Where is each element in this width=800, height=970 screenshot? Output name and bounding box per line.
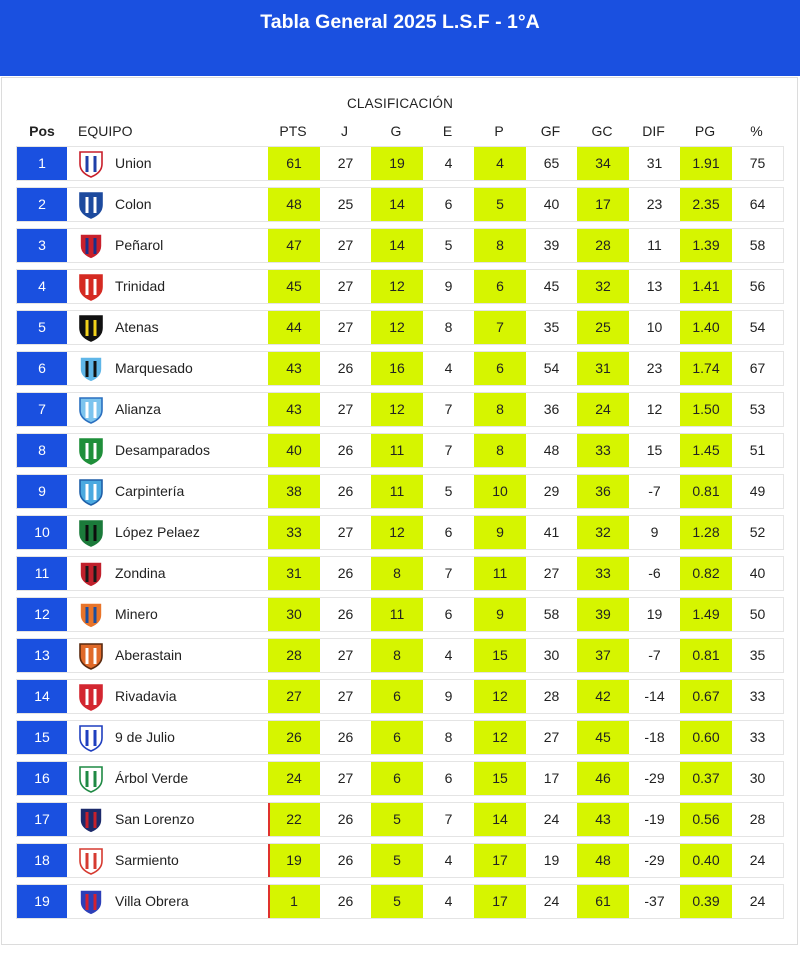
- cell-pg: 0.60: [680, 721, 732, 754]
- cell-pg: 1.39: [680, 229, 732, 262]
- cell-gc: 32: [577, 270, 629, 303]
- position-cell: 19: [17, 885, 67, 918]
- cell-gc: 31: [577, 352, 629, 385]
- cell-pts: 30: [268, 598, 320, 631]
- team-name[interactable]: 9 de Julio: [115, 729, 175, 745]
- cell-gf: 58: [543, 606, 560, 622]
- cell-e: 4: [444, 360, 453, 376]
- cell-gf: 27: [543, 565, 560, 581]
- cell-g: 11: [371, 434, 423, 467]
- position-cell: 10: [17, 516, 67, 549]
- cell-g: 19: [371, 147, 423, 180]
- cell-dif: -7: [648, 483, 661, 499]
- cell-e: 5: [444, 483, 453, 499]
- cell-j: 27: [337, 278, 354, 294]
- cell-e: 9: [444, 278, 453, 294]
- cell-e: 5: [444, 237, 453, 253]
- cell-pct: 56: [749, 278, 766, 294]
- table-row[interactable]: [16, 515, 784, 550]
- cell-pg: 1.45: [680, 434, 732, 467]
- cell-dif: -6: [648, 565, 661, 581]
- team-crest-icon: [78, 680, 106, 713]
- cell-pg: 1.40: [680, 311, 732, 344]
- cell-j: 26: [337, 811, 354, 827]
- cell-pct: 33: [749, 729, 766, 745]
- team-name[interactable]: Minero: [115, 606, 158, 622]
- cell-gc: 61: [577, 885, 629, 918]
- cell-gc: 39: [577, 598, 629, 631]
- cell-p: 7: [474, 311, 526, 344]
- cell-e: 7: [444, 811, 453, 827]
- team-crest-icon: [78, 557, 106, 590]
- team-crest-icon: [78, 639, 106, 672]
- team-name[interactable]: López Pelaez: [115, 524, 200, 540]
- cell-p: 5: [474, 188, 526, 221]
- team-crest-icon: [78, 885, 106, 918]
- cell-pg: 1.41: [680, 270, 732, 303]
- cell-dif: -29: [644, 770, 665, 786]
- team-crest-icon: [78, 598, 106, 631]
- cell-j: 26: [337, 729, 354, 745]
- table-row[interactable]: [16, 433, 784, 468]
- team-name[interactable]: Atenas: [115, 319, 159, 335]
- cell-gc: 45: [577, 721, 629, 754]
- cell-e: 7: [444, 442, 453, 458]
- position-cell: 18: [17, 844, 67, 877]
- position-cell: 1: [17, 147, 67, 180]
- table-row[interactable]: [16, 556, 784, 591]
- cell-dif: 23: [646, 360, 663, 376]
- cell-gf: 54: [543, 360, 560, 376]
- cell-j: 27: [337, 524, 354, 540]
- cell-g: 14: [371, 188, 423, 221]
- cell-pts: 40: [268, 434, 320, 467]
- cell-pg: 1.28: [680, 516, 732, 549]
- cell-gf: 45: [543, 278, 560, 294]
- cell-e: 4: [444, 893, 453, 909]
- cell-pct: 24: [749, 893, 766, 909]
- team-name[interactable]: Colon: [115, 196, 152, 212]
- cell-p: 8: [474, 393, 526, 426]
- table-row[interactable]: [16, 720, 784, 755]
- cell-pg: 1.50: [680, 393, 732, 426]
- cell-j: 27: [337, 155, 354, 171]
- cell-gf: 41: [543, 524, 560, 540]
- team-crest-icon: [78, 762, 106, 795]
- cell-e: 8: [444, 729, 453, 745]
- cell-pts: 28: [268, 639, 320, 672]
- cell-g: 12: [371, 393, 423, 426]
- cell-g: 5: [371, 885, 423, 918]
- team-name[interactable]: Sarmiento: [115, 852, 179, 868]
- column-header-pg: PG: [694, 123, 716, 139]
- cell-gc: 34: [577, 147, 629, 180]
- cell-pts: 44: [268, 311, 320, 344]
- cell-pts: 33: [268, 516, 320, 549]
- cell-gf: 19: [543, 852, 560, 868]
- cell-pct: 40: [749, 565, 766, 581]
- team-name[interactable]: Desamparados: [115, 442, 210, 458]
- cell-dif: -18: [644, 729, 665, 745]
- cell-e: 6: [444, 606, 453, 622]
- team-name[interactable]: Rivadavia: [115, 688, 177, 704]
- cell-e: 6: [444, 770, 453, 786]
- cell-pct: 33: [749, 688, 766, 704]
- column-header-gf: GF: [540, 123, 561, 139]
- column-header-pos: Pos: [29, 123, 55, 139]
- cell-gf: 36: [543, 401, 560, 417]
- cell-e: 4: [444, 647, 453, 663]
- cell-pts: 45: [268, 270, 320, 303]
- cell-pg: 0.82: [680, 557, 732, 590]
- cell-j: 26: [337, 442, 354, 458]
- table-row[interactable]: [16, 269, 784, 304]
- position-cell: 8: [17, 434, 67, 467]
- cell-j: 27: [337, 770, 354, 786]
- cell-gc: 17: [577, 188, 629, 221]
- position-cell: 2: [17, 188, 67, 221]
- table-row[interactable]: [16, 187, 784, 222]
- table-row[interactable]: [16, 351, 784, 386]
- table-row[interactable]: [16, 392, 784, 427]
- cell-pts: 43: [268, 393, 320, 426]
- cell-dif: 11: [647, 237, 662, 253]
- cell-p: 17: [474, 844, 526, 877]
- header-banner: [0, 0, 800, 76]
- table-row[interactable]: [16, 679, 784, 714]
- cell-j: 26: [337, 893, 354, 909]
- cell-gf: 17: [543, 770, 560, 786]
- cell-pct: 50: [749, 606, 766, 622]
- cell-pg: 1.49: [680, 598, 732, 631]
- cell-j: 26: [337, 852, 354, 868]
- cell-e: 8: [444, 319, 453, 335]
- cell-dif: 9: [650, 524, 659, 540]
- cell-j: 27: [337, 319, 354, 335]
- cell-j: 25: [337, 196, 354, 212]
- team-crest-icon: [78, 229, 106, 262]
- team-name[interactable]: Zondina: [115, 565, 166, 581]
- table-row[interactable]: [16, 884, 784, 919]
- cell-gc: 48: [577, 844, 629, 877]
- column-header-g: G: [390, 123, 402, 139]
- cell-gc: 33: [577, 434, 629, 467]
- cell-pg: 0.40: [680, 844, 732, 877]
- cell-e: 7: [444, 565, 453, 581]
- cell-pts: 48: [268, 188, 320, 221]
- cell-pg: 1.91: [680, 147, 732, 180]
- team-crest-icon: [78, 434, 106, 467]
- table-row[interactable]: [16, 761, 784, 796]
- standings-table-body: [16, 146, 784, 925]
- cell-j: 26: [337, 360, 354, 376]
- cell-dif: 23: [646, 196, 663, 212]
- team-crest-icon: [78, 803, 106, 836]
- cell-gf: 24: [543, 811, 560, 827]
- cell-e: 7: [444, 401, 453, 417]
- cell-j: 26: [337, 606, 354, 622]
- cell-gc: 25: [577, 311, 629, 344]
- position-cell: 17: [17, 803, 67, 836]
- cell-pts: 47: [268, 229, 320, 262]
- cell-dif: 13: [646, 278, 663, 294]
- cell-g: 14: [371, 229, 423, 262]
- cell-gc: 42: [577, 680, 629, 713]
- cell-g: 11: [371, 475, 423, 508]
- cell-pct: 54: [749, 319, 766, 335]
- cell-p: 17: [474, 885, 526, 918]
- cell-e: 9: [444, 688, 453, 704]
- cell-g: 6: [371, 680, 423, 713]
- column-header-team: EQUIPO: [78, 123, 133, 139]
- position-cell: 4: [17, 270, 67, 303]
- table-row[interactable]: [16, 146, 784, 181]
- team-crest-icon: [78, 475, 106, 508]
- cell-dif: -37: [644, 893, 665, 909]
- cell-pct: 30: [749, 770, 766, 786]
- cell-pct: 24: [749, 852, 766, 868]
- position-cell: 7: [17, 393, 67, 426]
- cell-g: 12: [371, 270, 423, 303]
- cell-g: 6: [371, 762, 423, 795]
- position-cell: 13: [17, 639, 67, 672]
- cell-gc: 24: [577, 393, 629, 426]
- cell-pct: 67: [749, 360, 766, 376]
- cell-g: 8: [371, 639, 423, 672]
- table-row[interactable]: [16, 843, 784, 878]
- cell-j: 27: [337, 401, 354, 417]
- cell-pg: 0.56: [680, 803, 732, 836]
- position-cell: 3: [17, 229, 67, 262]
- team-crest-icon: [78, 270, 106, 303]
- position-cell: 12: [17, 598, 67, 631]
- cell-pts: 38: [268, 475, 320, 508]
- cell-pct: 53: [749, 401, 766, 417]
- cell-pct: 58: [749, 237, 766, 253]
- cell-gc: 28: [577, 229, 629, 262]
- cell-p: 15: [474, 762, 526, 795]
- cell-pct: 35: [749, 647, 766, 663]
- cell-g: 11: [371, 598, 423, 631]
- position-cell: 5: [17, 311, 67, 344]
- team-name[interactable]: Carpintería: [115, 483, 185, 499]
- cell-p: 6: [474, 352, 526, 385]
- cell-pts: 27: [268, 680, 320, 713]
- table-header-row: [0, 123, 800, 139]
- cell-gc: 36: [577, 475, 629, 508]
- team-crest-icon: [78, 393, 106, 426]
- cell-pg: 0.37: [680, 762, 732, 795]
- cell-g: 5: [371, 844, 423, 877]
- cell-pct: 52: [749, 524, 766, 540]
- cell-g: 6: [371, 721, 423, 754]
- table-row[interactable]: [16, 228, 784, 263]
- cell-j: 27: [337, 688, 354, 704]
- cell-pg: 0.81: [680, 475, 732, 508]
- cell-p: 11: [474, 557, 526, 590]
- position-cell: 15: [17, 721, 67, 754]
- cell-g: 12: [371, 311, 423, 344]
- cell-dif: 19: [646, 606, 663, 622]
- team-name[interactable]: Marquesado: [115, 360, 193, 376]
- cell-gc: 46: [577, 762, 629, 795]
- team-name[interactable]: Union: [115, 155, 152, 171]
- column-header-gc: GC: [591, 123, 613, 139]
- cell-gf: 48: [543, 442, 560, 458]
- position-cell: 9: [17, 475, 67, 508]
- cell-p: 14: [474, 803, 526, 836]
- cell-pg: 2.35: [680, 188, 732, 221]
- position-cell: 14: [17, 680, 67, 713]
- cell-p: 15: [474, 639, 526, 672]
- team-name[interactable]: Trinidad: [115, 278, 166, 294]
- position-cell: 11: [17, 557, 67, 590]
- cell-p: 4: [474, 147, 526, 180]
- cell-gc: 32: [577, 516, 629, 549]
- table-caption: CLASIFICACIÓN: [346, 96, 454, 111]
- cell-gc: 33: [577, 557, 629, 590]
- column-header-pct: %: [750, 123, 763, 139]
- table-row[interactable]: [16, 474, 784, 509]
- cell-j: 26: [337, 565, 354, 581]
- column-header-p: P: [494, 123, 504, 139]
- team-crest-icon: [78, 311, 106, 344]
- cell-gf: 24: [543, 893, 560, 909]
- cell-pts: 61: [268, 147, 320, 180]
- cell-dif: 15: [646, 442, 663, 458]
- cell-pts: 24: [268, 762, 320, 795]
- cell-pts: 31: [268, 557, 320, 590]
- team-name[interactable]: Villa Obrera: [115, 893, 189, 909]
- cell-pg: 0.81: [680, 639, 732, 672]
- team-name[interactable]: Aberastain: [115, 647, 182, 663]
- team-crest-icon: [78, 844, 106, 877]
- cell-pg: 0.39: [680, 885, 732, 918]
- cell-p: 9: [474, 516, 526, 549]
- cell-pts: 19: [268, 844, 320, 877]
- cell-e: 6: [444, 524, 453, 540]
- team-name[interactable]: Alianza: [115, 401, 161, 417]
- cell-g: 16: [371, 352, 423, 385]
- cell-pg: 1.74: [680, 352, 732, 385]
- column-header-dif: DIF: [642, 123, 665, 139]
- cell-p: 12: [474, 721, 526, 754]
- cell-pct: 75: [749, 155, 766, 171]
- cell-pct: 49: [749, 483, 766, 499]
- cell-g: 8: [371, 557, 423, 590]
- cell-gf: 39: [543, 237, 560, 253]
- cell-e: 6: [444, 196, 453, 212]
- cell-e: 4: [444, 852, 453, 868]
- cell-g: 5: [371, 803, 423, 836]
- cell-gf: 65: [543, 155, 560, 171]
- table-row[interactable]: [16, 597, 784, 632]
- cell-dif: 31: [646, 155, 663, 171]
- cell-p: 8: [474, 434, 526, 467]
- cell-pts: 1: [268, 885, 320, 918]
- cell-pts: 26: [268, 721, 320, 754]
- page-title: Tabla General 2025 L.S.F - 1°A: [260, 11, 540, 33]
- cell-pct: 28: [749, 811, 766, 827]
- cell-j: 26: [337, 483, 354, 499]
- cell-dif: -7: [648, 647, 661, 663]
- cell-e: 4: [444, 155, 453, 171]
- cell-pts: 22: [268, 803, 320, 836]
- cell-p: 12: [474, 680, 526, 713]
- cell-p: 6: [474, 270, 526, 303]
- team-name[interactable]: Árbol Verde: [115, 770, 189, 786]
- cell-gf: 27: [543, 729, 560, 745]
- column-header-e: E: [442, 123, 453, 139]
- team-name[interactable]: San Lorenzo: [115, 811, 195, 827]
- team-crest-icon: [78, 516, 106, 549]
- cell-gc: 37: [577, 639, 629, 672]
- team-crest-icon: [78, 721, 106, 754]
- cell-gf: 35: [543, 319, 560, 335]
- cell-gc: 43: [577, 803, 629, 836]
- table-row[interactable]: [16, 802, 784, 837]
- position-cell: 16: [17, 762, 67, 795]
- cell-p: 8: [474, 229, 526, 262]
- column-header-pts: PTS: [279, 123, 307, 139]
- cell-pg: 0.67: [680, 680, 732, 713]
- team-name[interactable]: Peñarol: [115, 237, 164, 253]
- cell-dif: 10: [646, 319, 663, 335]
- cell-g: 12: [371, 516, 423, 549]
- cell-pct: 64: [749, 196, 766, 212]
- cell-dif: -29: [644, 852, 665, 868]
- team-crest-icon: [78, 352, 106, 385]
- cell-dif: -14: [644, 688, 665, 704]
- cell-gf: 29: [543, 483, 560, 499]
- table-row[interactable]: [16, 310, 784, 345]
- column-header-j: J: [341, 123, 348, 139]
- cell-gf: 28: [543, 688, 560, 704]
- cell-j: 27: [337, 237, 354, 253]
- cell-j: 27: [337, 647, 354, 663]
- cell-pct: 51: [749, 442, 766, 458]
- cell-p: 9: [474, 598, 526, 631]
- table-row[interactable]: [16, 638, 784, 673]
- cell-dif: 12: [646, 401, 663, 417]
- position-cell: 6: [17, 352, 67, 385]
- team-crest-icon: [78, 188, 106, 221]
- cell-dif: -19: [644, 811, 665, 827]
- team-crest-icon: [78, 147, 106, 180]
- cell-pts: 43: [268, 352, 320, 385]
- cell-gf: 30: [543, 647, 560, 663]
- cell-p: 10: [474, 475, 526, 508]
- cell-gf: 40: [543, 196, 560, 212]
